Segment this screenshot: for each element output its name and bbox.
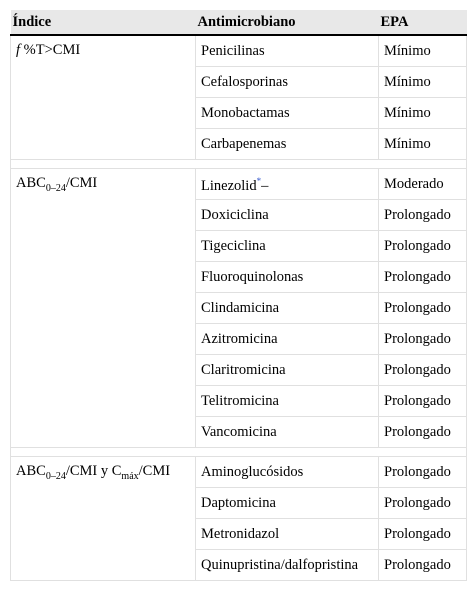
epa-cell: Mínimo: [379, 98, 467, 129]
epa-cell: Prolongado: [379, 488, 467, 519]
epa-cell: Prolongado: [379, 262, 467, 293]
epa-cell: Prolongado: [379, 200, 467, 231]
epa-cell: Prolongado: [379, 231, 467, 262]
index-text: /CMI: [138, 463, 171, 479]
index-text: /CMI y C: [65, 463, 122, 479]
drug-cell: Claritromicina: [196, 355, 379, 386]
epa-cell: Prolongado: [379, 293, 467, 324]
drug-cell: Aminoglucósidos: [196, 457, 379, 488]
index-subscript: 0–24: [45, 182, 66, 194]
drug-cell: Metronidazol: [196, 519, 379, 550]
footnote-link[interactable]: *: [256, 176, 262, 187]
index-text: /CMI: [65, 175, 98, 191]
epa-cell: Prolongado: [379, 386, 467, 417]
drug-cell: Telitromicina: [196, 386, 379, 417]
index-cell-auc: [11, 169, 196, 448]
epa-cell: Prolongado: [379, 457, 467, 488]
epa-cell: Prolongado: [379, 519, 467, 550]
epa-cell: Prolongado: [379, 355, 467, 386]
header-row: [11, 10, 467, 35]
group-spacer: [11, 160, 467, 169]
epa-cell: Prolongado: [379, 550, 467, 581]
drug-cell: Vancomicina: [196, 417, 379, 448]
table-row: [11, 169, 467, 200]
header-antimicrobial: Antimicrobiano: [196, 10, 379, 35]
epa-cell: Prolongado: [379, 324, 467, 355]
index-subscript: 0–24: [45, 470, 66, 482]
index-text: ABC: [16, 463, 46, 479]
epa-cell: Mínimo: [379, 129, 467, 160]
epa-cell: Prolongado: [379, 417, 467, 448]
index-subscript: máx: [121, 470, 139, 482]
drug-name: Linezolid: [201, 177, 257, 194]
header-index: Índice: [11, 10, 196, 35]
epa-cell: Mínimo: [379, 35, 467, 67]
drug-cell: Azitromicina: [196, 324, 379, 355]
epa-cell: Mínimo: [379, 67, 467, 98]
drug-dash: –: [261, 177, 269, 194]
drug-cell: Tigeciclina: [196, 231, 379, 262]
drug-cell: Penicilinas: [196, 35, 379, 67]
table-row: [11, 457, 467, 488]
drug-cell: Doxiciclina: [196, 200, 379, 231]
drug-cell: Monobactamas: [196, 98, 379, 129]
epa-cell: Moderado: [379, 169, 467, 200]
table-row: [11, 35, 467, 67]
drug-cell: Quinupristina/dalfopristina: [196, 550, 379, 581]
drug-cell: Clindamicina: [196, 293, 379, 324]
index-italic-f: f: [16, 42, 21, 58]
group-spacer: [11, 448, 467, 457]
drug-cell: Daptomicina: [196, 488, 379, 519]
drug-cell: [196, 169, 379, 200]
index-text: ABC: [16, 175, 46, 191]
header-epa: EPA: [379, 10, 467, 35]
index-cell-auc-cmax: [11, 457, 196, 581]
drug-cell: Fluoroquinolonas: [196, 262, 379, 293]
index-cell-time: [11, 35, 196, 160]
drug-cell: Cefalosporinas: [196, 67, 379, 98]
index-text: %T>CMI: [23, 42, 81, 58]
drug-cell: Carbapenemas: [196, 129, 379, 160]
antimicrobial-table: [10, 10, 467, 581]
